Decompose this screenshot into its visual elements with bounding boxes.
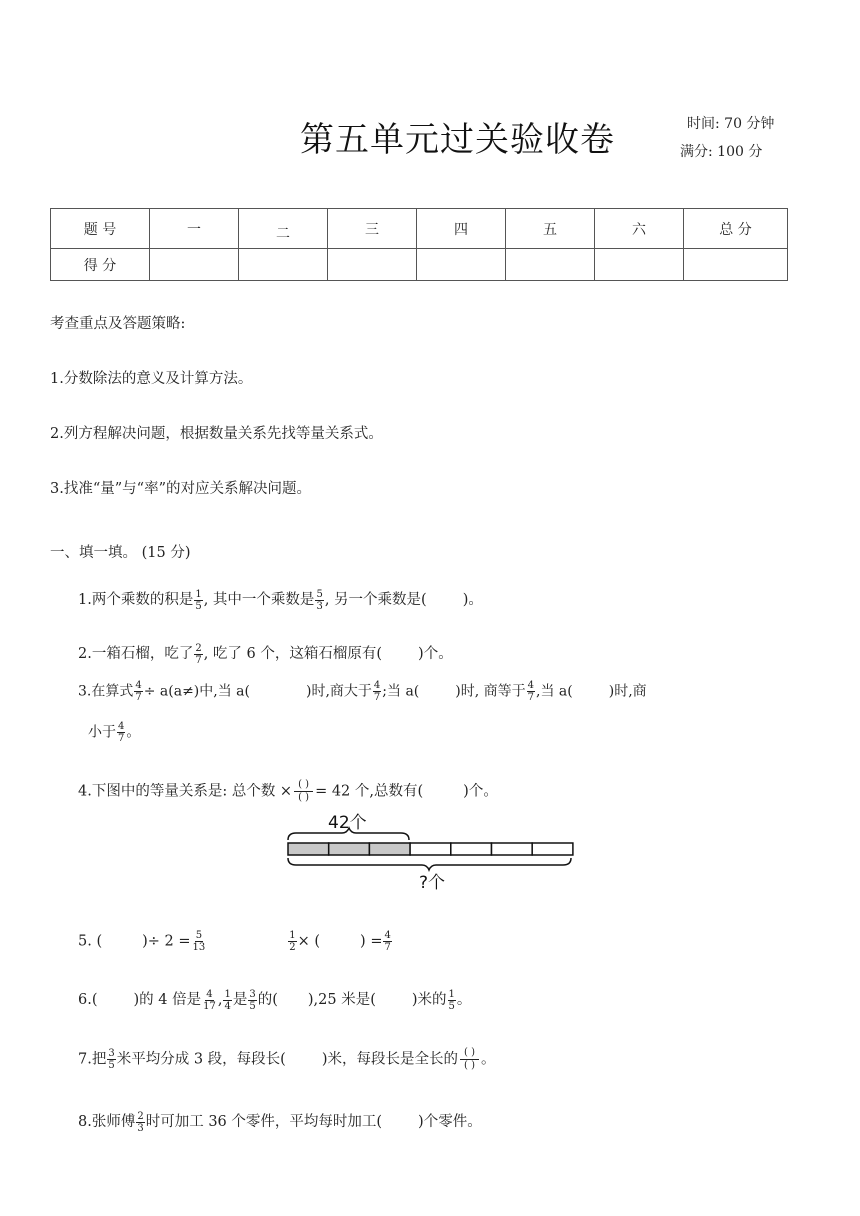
- page-title: 第五单元过关验收卷: [300, 120, 615, 160]
- score-input-cell[interactable]: [150, 249, 239, 281]
- question-8: 8.张师傅 $\frac{2}{3}$ 时可加工 36 个零件，平均每时加工( )个零件。: [78, 1110, 482, 1134]
- intro-point: 2.列方程解决问题，根据数量关系先找等量关系式。: [50, 426, 383, 442]
- question-4: 4.下图中的等量关系是: 总个数 × $\frac{( )}{( )}$ = 42 个,总数有( )个。: [78, 779, 498, 803]
- intro-point: 1.分数除法的意义及计算方法。: [50, 371, 253, 387]
- bar-segment: [410, 843, 451, 855]
- intro-heading: 考查重点及答题策略:: [50, 316, 186, 332]
- bar-segment-shaded: [288, 843, 329, 855]
- question-3: 3.在算式 $\frac{4}{7}$ ÷ a(a≠)中,当 a( )时,商大于 $\frac{4}{7}$ ;当 a( )时, 商等于 $\frac{4}{7}$ ,当 a( )时,商: [78, 680, 647, 703]
- fraction: $\frac{5}{13}$: [192, 930, 206, 953]
- score-cell: 总 分: [684, 209, 788, 249]
- question-7: 7.把 $\frac{3}{5}$ 米平均分成 3 段，每段长( )米，每段长是全长的 $\frac{( )}{( )}$ 。: [78, 1047, 496, 1071]
- score-row-label: 得 分: [51, 249, 150, 281]
- top-brace: [288, 828, 409, 840]
- question-3-continued: 小于 $\frac{4}{7}$ 。: [88, 721, 141, 744]
- score-cell: 题 号: [51, 209, 150, 249]
- question-6: 6.( )的 4 倍是 $\frac{4}{17}$ , $\frac{1}{4}$ 是 $\frac{3}{5}$ 的( ),25 米是( )米的 $\frac{1}{5}$ 。: [78, 988, 472, 1012]
- section-heading: 一、填一填。 (15 分): [50, 545, 191, 561]
- fraction: $\frac{4}{7}$: [527, 680, 535, 703]
- score-input-cell[interactable]: [239, 249, 328, 281]
- bar-bottom-label: ?个: [419, 873, 446, 893]
- fraction: $\frac{1}{4}$: [224, 988, 231, 1012]
- fraction: $\frac{1}{5}$: [195, 588, 202, 612]
- score-cell: 三: [328, 209, 417, 249]
- blank-fraction[interactable]: $\frac{( )}{( )}$: [460, 1047, 479, 1072]
- bar-segments: [288, 843, 573, 855]
- fraction: $\frac{4}{7}$: [373, 680, 381, 703]
- fraction: $\frac{2}{3}$: [137, 1110, 144, 1134]
- question-1: 1.两个乘数的积是 $\frac{1}{5}$ , 其中一个乘数是 $\frac{5}{3}$ , 另一个乘数是( )。: [78, 588, 483, 612]
- score-table-header-row: [51, 209, 788, 249]
- fraction: $\frac{5}{3}$: [316, 588, 323, 612]
- score-input-cell[interactable]: [506, 249, 595, 281]
- bar-segment: [451, 843, 492, 855]
- score-input-cell[interactable]: [328, 249, 417, 281]
- score-input-cell[interactable]: [684, 249, 788, 281]
- question-5: 5. ( )÷ 2 = $\frac{5}{13}$ $\frac{1}{2}$ × ( ) = $\frac{4}{7}$: [78, 930, 391, 953]
- bar-segment: [532, 843, 573, 855]
- score-cell: 一: [150, 209, 239, 249]
- question-2: 2.一箱石榴，吃了 $\frac{2}{7}$ , 吃了 6 个，这箱石榴原有( )个。: [78, 642, 453, 666]
- bar-diagram: [286, 808, 586, 898]
- fraction: $\frac{1}{5}$: [448, 988, 455, 1012]
- bar-top-label: 42个: [328, 813, 367, 833]
- fraction: $\frac{4}{7}$: [118, 721, 125, 744]
- score-input-cell[interactable]: [595, 249, 684, 281]
- exam-time: 时间: 70 分钟: [687, 116, 775, 132]
- bar-segment: [492, 843, 533, 855]
- score-table: [50, 208, 788, 281]
- score-input-cell[interactable]: [417, 249, 506, 281]
- score-cell: 二: [239, 209, 328, 249]
- fraction: $\frac{3}{5}$: [108, 1048, 115, 1071]
- fraction: $\frac{4}{7}$: [135, 680, 142, 703]
- bar-segment-shaded: [329, 843, 370, 855]
- intro-point: 3.找准“量”与“率”的对应关系解决问题。: [50, 481, 311, 497]
- score-table-score-row: [51, 249, 788, 281]
- fraction: $\frac{4}{7}$: [384, 930, 391, 953]
- bar-segment-shaded: [369, 843, 410, 855]
- score-cell: 四: [417, 209, 506, 249]
- score-cell: 五: [506, 209, 595, 249]
- exam-full-score: 满分: 100 分: [680, 144, 763, 160]
- score-cell: 六: [595, 209, 684, 249]
- fraction: $\frac{4}{17}$: [203, 988, 216, 1012]
- fraction: $\frac{3}{5}$: [249, 988, 256, 1012]
- fraction: $\frac{1}{2}$: [289, 930, 296, 953]
- fraction: $\frac{2}{7}$: [195, 642, 202, 666]
- blank-fraction[interactable]: $\frac{( )}{( )}$: [294, 779, 313, 804]
- bottom-brace: [288, 858, 571, 870]
